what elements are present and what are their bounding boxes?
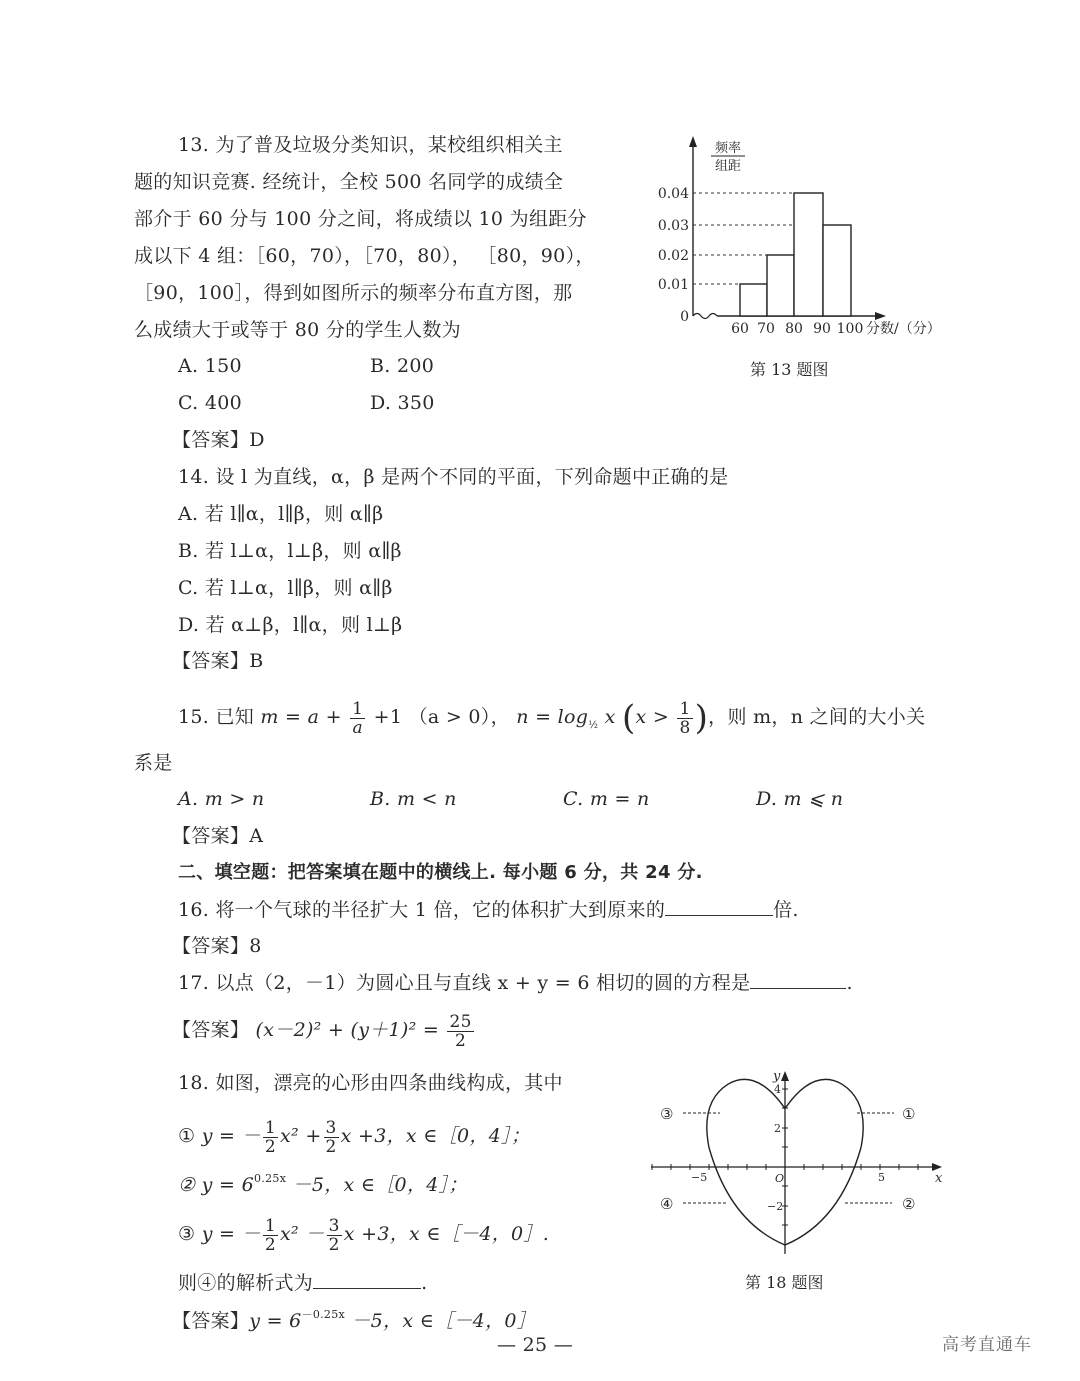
q15-frac-1-over-8: $\frac{1}{8}$ <box>679 698 691 738</box>
q17-answer-blank <box>750 970 846 989</box>
q15-option-d: D. m ⩽ n <box>756 788 844 810</box>
q13-option-c: C. 400 <box>178 392 243 414</box>
q16-answer-blank <box>665 897 773 916</box>
q15-option-c: C. m = n <box>563 788 650 810</box>
svg-text:0.02: 0.02 <box>657 248 689 264</box>
svg-text:O: O <box>775 1172 785 1185</box>
svg-text:0: 0 <box>680 309 689 325</box>
svg-text:0.03: 0.03 <box>657 218 689 234</box>
q18-ask: 则④的解析式为 <box>178 1272 314 1294</box>
q17-answer: 【答案】 (x－2)² + (y＋1)² = $\frac{25}{2}$ <box>172 1011 472 1051</box>
q14-stem: 14. 设 l 为直线，α，β 是两个不同的平面，下列命题中正确的是 <box>178 466 729 488</box>
q13-option-d: D. 350 <box>370 392 435 414</box>
q15-right-paren: ) <box>694 698 709 738</box>
svg-text:③: ③ <box>660 1105 674 1123</box>
q15-m-expr: m = a + <box>260 706 342 728</box>
q18-answer: 【答案】$y = 6^{-0.25x} -5$，x ∈［－4，0］ <box>172 1308 537 1332</box>
q13-line-4: 成以下 4 组：［60，70），［70，80）， ［80，90）， <box>134 245 595 267</box>
q14-option-a: A. 若 l∥α，l∥β，则 α∥β <box>178 503 384 525</box>
q14-answer: 【答案】B <box>172 650 264 672</box>
svg-text:70: 70 <box>757 321 775 337</box>
svg-text:100: 100 <box>836 321 864 337</box>
q15-answer: 【答案】A <box>172 825 264 847</box>
svg-text:①: ① <box>902 1105 916 1123</box>
svg-text:80: 80 <box>785 321 803 337</box>
svg-text:60: 60 <box>731 321 749 337</box>
q18-curve-1: ① y = － $\frac{1}{2}$ x² + $\frac{3}{2}$ x +3，x ∈［0，4］； <box>178 1117 531 1157</box>
q14-option-b: B. 若 l⊥α，l⊥β，则 α∥β <box>178 540 402 562</box>
svg-text:−2: −2 <box>767 1200 784 1213</box>
q15-line-2: 系是 <box>134 752 173 774</box>
q13-line-3: 部介于 60 分与 100 分之间，将成绩以 10 为组距分 <box>134 208 587 230</box>
q18-curve-3: ③ y = － $\frac{1}{2}$ x² － $\frac{3}{2}$ x +3，x ∈［－4，0］. <box>178 1215 550 1255</box>
svg-text:−5: −5 <box>691 1171 708 1184</box>
q13-option-a: A. 150 <box>178 355 242 377</box>
q18-curve-2: ② $y = 6^{0.25x} -5$，x ∈［0，4］； <box>178 1172 468 1196</box>
svg-text:0.01: 0.01 <box>657 277 689 293</box>
q13-line-1: 13. 为了普及垃圾分类知识，某校组织相关主 <box>178 134 563 156</box>
svg-text:0.04: 0.04 <box>657 186 689 202</box>
q13-line-2: 题的知识竞赛. 经统计，全校 500 名同学的成绩全 <box>134 171 564 193</box>
q18-answer-blank <box>313 1270 421 1289</box>
svg-text:分数/（分）: 分数/（分） <box>866 321 941 337</box>
q15-frac-1-over-a: $\frac{1}{a}$ <box>352 698 364 738</box>
svg-text:频率: 频率 <box>714 141 742 156</box>
svg-text:2: 2 <box>774 1122 781 1135</box>
q13-figure-caption: 第 13 题图 <box>750 360 829 379</box>
q15-num: 15. 已知 <box>178 706 255 728</box>
q16-stem: 16. 将一个气球的半径扩大 1 倍，它的体积扩大到原来的 <box>178 899 666 921</box>
svg-text:4: 4 <box>774 1083 781 1096</box>
q18-figure-caption: 第 18 题图 <box>745 1273 824 1292</box>
q17-frac-25-over-2: $\frac{25}{2}$ <box>449 1011 472 1051</box>
q17-stem: 17. 以点（2，－1）为圆心且与直线 x + y = 6 相切的圆的方程是 <box>178 972 751 994</box>
svg-text:④: ④ <box>660 1195 674 1213</box>
q13-line-5: ［90，100］，得到如图所示的频率分布直方图，那 <box>134 282 573 304</box>
q14-option-d: D. 若 α⊥β，l∥α，则 l⊥β <box>178 614 403 636</box>
q16-tail: 倍. <box>773 899 799 921</box>
watermark-text: 高考直通车 <box>942 1335 1032 1355</box>
svg-text:组距: 组距 <box>714 159 742 174</box>
heart-graph-figure <box>645 1060 955 1260</box>
q15-tail: ，则 m，n 之间的大小关 <box>708 706 926 728</box>
q15-log-base: ½ <box>588 719 599 731</box>
q18-stem: 18. 如图，漂亮的心形由四条曲线构成，其中 <box>178 1072 563 1094</box>
q15-m-tail: +1 （a > 0）， <box>373 706 510 728</box>
section-2-title: 二、填空题：把答案填在题中的横线上. 每小题 6 分，共 24 分. <box>178 862 703 883</box>
q15-option-a: A. m > n <box>178 788 265 810</box>
q17-tail: . <box>846 972 853 994</box>
q18-ask-line: 则④的解析式为 . <box>178 1272 428 1294</box>
q17-stem-line <box>178 970 853 996</box>
svg-text:y: y <box>773 1069 781 1084</box>
q15-log-arg: x <box>604 706 616 728</box>
q13-line-6: 么成绩大于或等于 80 分的学生人数为 <box>134 319 461 341</box>
q15-cond: x > <box>635 706 670 728</box>
q15-option-b: B. m < n <box>370 788 457 810</box>
q13-answer: 【答案】D <box>172 429 265 451</box>
svg-text:x: x <box>935 1171 943 1186</box>
q15-left-paren: ( <box>621 698 636 738</box>
page-number: — 25 — <box>497 1334 574 1356</box>
svg-text:②: ② <box>902 1195 916 1213</box>
histogram-figure <box>650 130 960 340</box>
svg-text:90: 90 <box>813 321 831 337</box>
q15-stem <box>178 697 925 746</box>
q16-stem-line <box>178 897 799 923</box>
q16-answer: 【答案】8 <box>172 935 262 957</box>
svg-text:5: 5 <box>878 1171 885 1184</box>
q13-option-b: B. 200 <box>370 355 435 377</box>
q15-n-expr: n = log <box>516 706 589 728</box>
q17-answer-expr: (x－2)² + (y＋1)² = <box>255 1019 440 1041</box>
q14-option-c: C. 若 l⊥α，l∥β，则 α∥β <box>178 577 393 599</box>
